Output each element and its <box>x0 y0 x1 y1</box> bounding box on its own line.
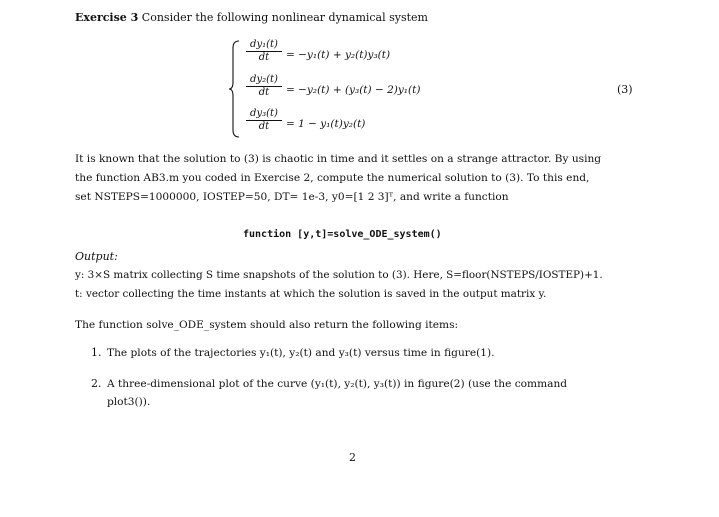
list-item-1-marker: 1. <box>91 346 102 359</box>
eq3-derivative <box>244 108 284 133</box>
list-item-2-text: A three-dimensional plot of the curve (y₁(t), y₂(t), y₃(t)) in figure(2) (use the command <box>107 378 568 390</box>
output-heading: Output: <box>75 250 118 263</box>
eq2-rhs: = −y₂(t) + (y₃(t) − 2)y₁(t) <box>286 84 421 96</box>
list-item-2-marker: 2. <box>91 377 102 390</box>
exercise-intro: Consider the following nonlinear dynamical system <box>141 11 428 24</box>
list-item-2-continuation: plot3()). <box>107 396 151 408</box>
system-brace <box>228 40 240 138</box>
paragraph-line-3: set NSTEPS=1000000, IOSTEP=50, DT= 1e-3, y0=[1 2 3]ᵀ, and write a function <box>75 191 509 203</box>
paragraph-line-2: the function AB3.m you coded in Exercise 2, compute the numerical solution to (3). To this end, <box>75 172 590 184</box>
eq1-rhs: = −y₁(t) + y₂(t)y₃(t) <box>286 49 391 61</box>
eq3-denominator: dt <box>258 121 270 132</box>
items-intro: The function solve_ODE_system should also return the following items: <box>75 319 459 331</box>
output-t-description: t: vector collecting the time instants at which the solution is saved in the output matrix y. <box>75 288 547 300</box>
paragraph-line-1: It is known that the solution to (3) is chaotic in time and it settles on a strange attractor. By using <box>75 153 602 165</box>
eq2-numerator: dy₂(t) <box>250 74 278 85</box>
list-item-1-text: The plots of the trajectories y₁(t), y₂(t) and y₃(t) versus time in figure(1). <box>107 347 495 359</box>
page-number: 2 <box>349 451 356 464</box>
exercise-title: Exercise 3 <box>75 11 139 24</box>
eq1-derivative <box>244 39 284 64</box>
eq1-denominator: dt <box>258 52 270 63</box>
function-signature: function [y,t]=solve_ODE_system() <box>243 229 442 240</box>
eq1-numerator: dy₁(t) <box>250 39 278 50</box>
output-y-description: y: 3×S matrix collecting S time snapshots of the solution to (3). Here, S=floor(NSTEPS/IOSTEP)+1. <box>75 269 603 281</box>
exercise-header <box>75 11 428 25</box>
eq3-numerator: dy₃(t) <box>250 108 278 119</box>
eq2-derivative <box>244 74 284 99</box>
equation-label: (3) <box>617 83 633 96</box>
eq2-denominator: dt <box>258 87 270 98</box>
eq3-rhs: = 1 − y₁(t)y₂(t) <box>286 118 366 130</box>
